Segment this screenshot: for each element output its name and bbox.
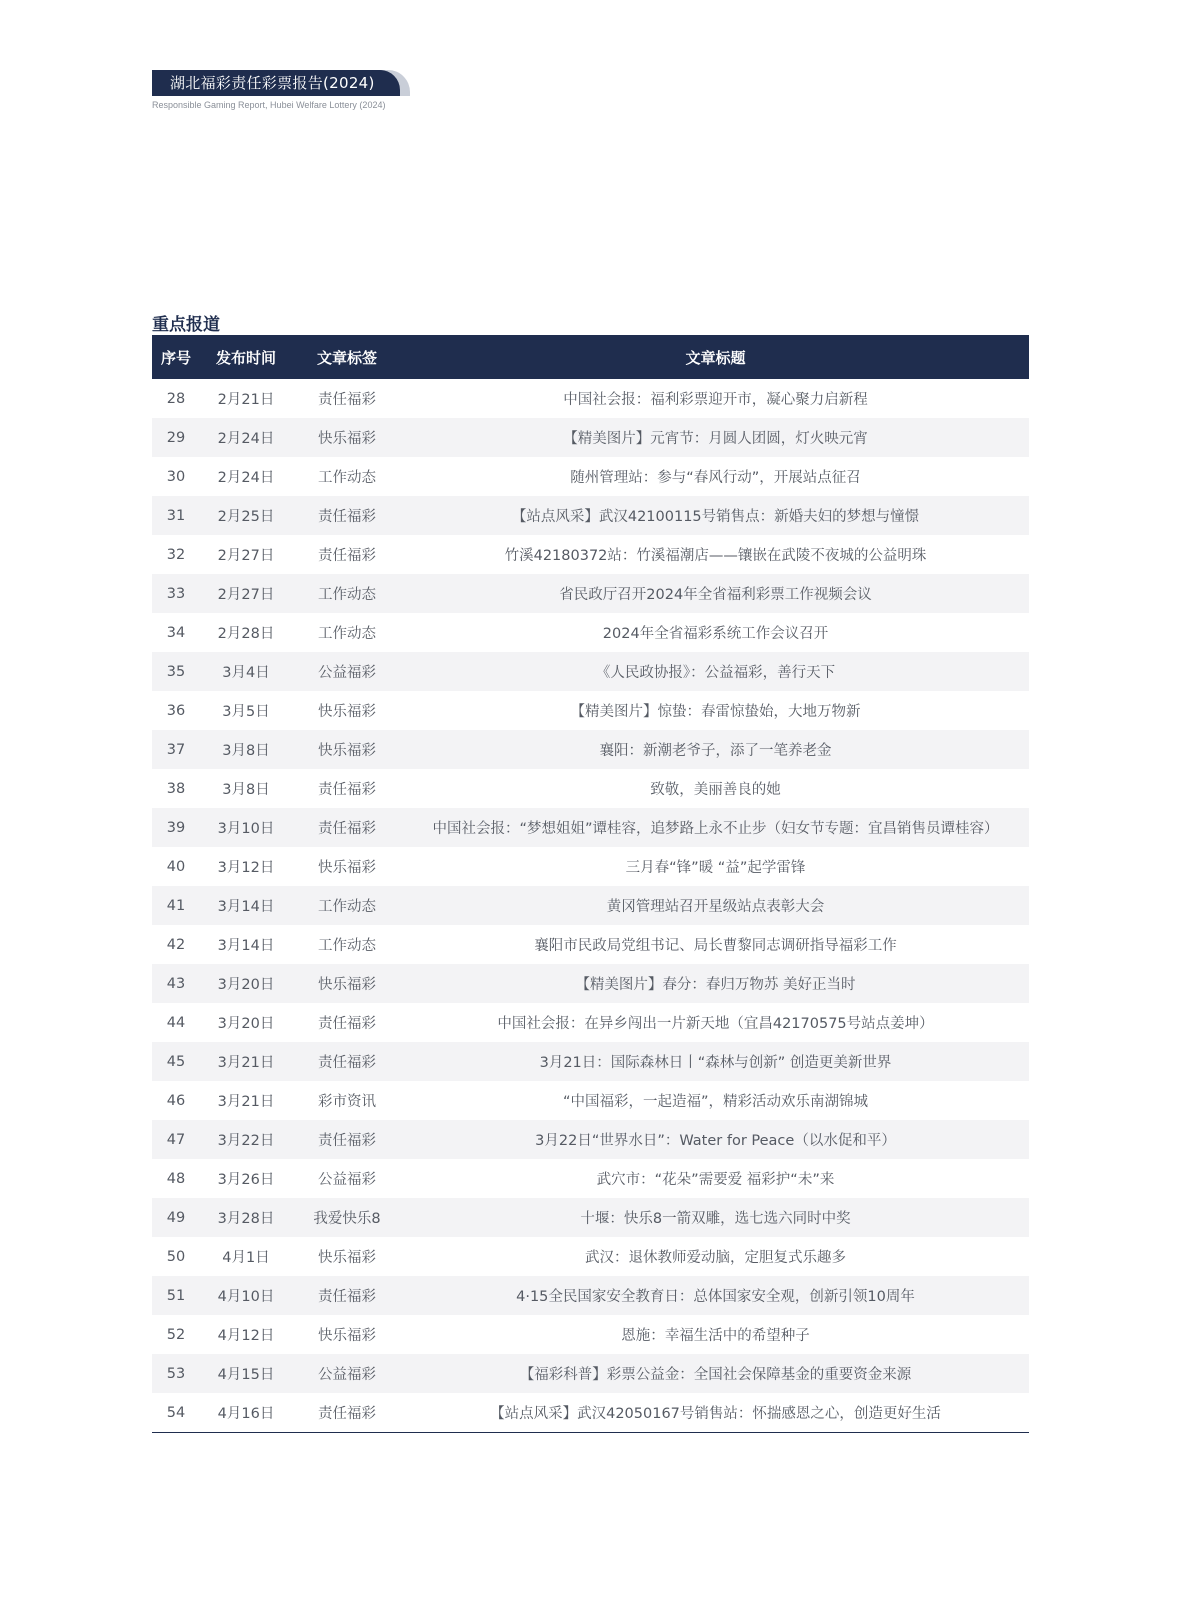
table-body: [152, 379, 1029, 1433]
table-row: [152, 1393, 1029, 1433]
cell-title: 中国社会报：福利彩票迎开市，凝心聚力启新程: [563, 392, 868, 408]
table-row: [152, 886, 1029, 925]
cell-title: 【精美图片】春分：春归万物苏 美好正当时: [575, 977, 856, 993]
cell-title: 【福彩科普】彩票公益金：全国社会保障基金的重要资金来源: [519, 1367, 912, 1383]
cell-number: 32: [166, 546, 186, 563]
cell-tag: 责任福彩: [318, 1289, 376, 1305]
cell-number: 33: [166, 585, 186, 602]
table-row: [152, 1159, 1029, 1198]
cell-date: 2月27日: [217, 587, 275, 603]
cell-date: 2月24日: [217, 470, 275, 486]
column-header-date: 发布时间: [215, 348, 276, 367]
cell-date: 3月21日: [217, 1055, 275, 1071]
cell-number: 42: [166, 936, 186, 953]
cell-tag: 责任福彩: [318, 1016, 376, 1032]
cell-tag: 快乐福彩: [318, 431, 376, 447]
cell-tag: 责任福彩: [318, 782, 376, 798]
cell-title: 十堰：快乐8一箭双雕，选七选六同时中奖: [580, 1211, 851, 1227]
cell-date: 2月24日: [217, 431, 275, 447]
cell-title: 3月22日“世界水日”：Water for Peace（以水促和平）: [535, 1133, 896, 1149]
table-row: [152, 613, 1029, 652]
cell-date: 3月5日: [222, 704, 270, 720]
cell-title: 中国社会报：在异乡闯出一片新天地（宜昌42170575号站点姜坤）: [497, 1016, 934, 1032]
section-title: 重点报道: [152, 315, 220, 335]
table-row: [152, 652, 1029, 691]
table-row: [152, 496, 1029, 535]
cell-date: 3月8日: [222, 782, 270, 798]
cell-date: 2月25日: [217, 509, 275, 525]
cell-date: 3月21日: [217, 1094, 275, 1110]
table-row: [152, 1042, 1029, 1081]
table-row: [152, 1276, 1029, 1315]
cell-date: 4月15日: [217, 1367, 275, 1383]
cell-date: 3月8日: [222, 743, 270, 759]
cell-title: 三月春“锋”暖 “益”起学雷锋: [625, 860, 806, 876]
cell-title: 2024年全省福彩系统工作会议召开: [602, 626, 829, 642]
cell-title: 随州管理站：参与“春风行动”，开展站点征召: [570, 470, 861, 486]
cell-date: 3月20日: [217, 977, 275, 993]
cell-date: 3月20日: [217, 1016, 275, 1032]
cell-tag: 责任福彩: [318, 1133, 376, 1149]
cell-title: 襄阳：新潮老爷子，添了一笔养老金: [599, 743, 832, 759]
column-header-number: 序号: [160, 348, 191, 367]
table-header-row: [152, 335, 1029, 379]
table-row: [152, 730, 1029, 769]
report-title: 湖北福彩责任彩票报告(2024): [170, 74, 375, 92]
cell-date: 3月14日: [217, 899, 275, 915]
cell-tag: 责任福彩: [318, 821, 376, 837]
cell-number: 34: [166, 624, 186, 641]
table-row: [152, 457, 1029, 496]
cell-tag: 快乐福彩: [318, 977, 376, 993]
table-row: [152, 1315, 1029, 1354]
table-row: [152, 1081, 1029, 1120]
cell-title: 《人民政协报》：公益福彩，善行天下: [595, 665, 836, 681]
table-row: [152, 1003, 1029, 1042]
table-row: [152, 925, 1029, 964]
cell-title: “中国福彩，一起造福”，精彩活动欢乐南湖锦城: [562, 1094, 869, 1110]
cell-number: 49: [166, 1209, 186, 1226]
cell-date: 4月1日: [222, 1250, 270, 1266]
table-row: [152, 1120, 1029, 1159]
report-subtitle: Responsible Gaming Report, Hubei Welfare Lottery (2024): [152, 100, 386, 110]
cell-tag: 快乐福彩: [318, 860, 376, 876]
cell-tag: 快乐福彩: [318, 704, 376, 720]
cell-tag: 工作动态: [318, 899, 376, 915]
cell-date: 3月22日: [217, 1133, 275, 1149]
cell-tag: 工作动态: [318, 626, 376, 642]
cell-number: 51: [166, 1287, 186, 1304]
cell-number: 31: [166, 507, 186, 524]
cell-title: 恩施：幸福生活中的希望种子: [621, 1328, 810, 1344]
table-row: [152, 808, 1029, 847]
articles-table: [152, 335, 1029, 1433]
cell-date: 3月28日: [217, 1211, 275, 1227]
cell-title: 【站点风采】武汉42100115号销售点：新婚夫妇的梦想与憧憬: [511, 509, 920, 525]
cell-tag: 彩市资讯: [318, 1094, 376, 1110]
cell-date: 3月26日: [217, 1172, 275, 1188]
cell-date: 3月12日: [217, 860, 275, 876]
cell-date: 4月12日: [217, 1328, 275, 1344]
cell-title: 【站点风采】武汉42050167号销售站：怀揣感恩之心，创造更好生活: [490, 1406, 941, 1422]
cell-number: 38: [166, 780, 186, 797]
column-header-tag: 文章标签: [316, 348, 377, 367]
cell-number: 46: [166, 1092, 186, 1109]
cell-tag: 工作动态: [318, 587, 376, 603]
cell-number: 54: [166, 1404, 186, 1421]
cell-number: 40: [166, 858, 186, 875]
cell-title: 4·15全民国家安全教育日：总体国家安全观，创新引领10周年: [516, 1289, 915, 1305]
cell-date: 4月10日: [217, 1289, 275, 1305]
table-row: [152, 1198, 1029, 1237]
cell-number: 39: [166, 819, 186, 836]
cell-number: 29: [166, 429, 186, 446]
cell-tag: 责任福彩: [318, 548, 376, 564]
cell-number: 41: [166, 897, 186, 914]
cell-date: 2月27日: [217, 548, 275, 564]
column-header-title: 文章标题: [685, 348, 746, 367]
cell-number: 48: [166, 1170, 186, 1187]
cell-tag: 公益福彩: [318, 1172, 376, 1188]
cell-date: 3月4日: [222, 665, 270, 681]
cell-title: 【精美图片】惊蛰：春雷惊蛰始，大地万物新: [570, 704, 861, 720]
cell-date: 4月16日: [217, 1406, 275, 1422]
table-row: [152, 535, 1029, 574]
cell-date: 3月10日: [217, 821, 275, 837]
cell-tag: 责任福彩: [318, 392, 376, 408]
cell-number: 43: [166, 975, 186, 992]
cell-number: 28: [166, 390, 186, 407]
cell-number: 30: [166, 468, 186, 485]
cell-number: 37: [166, 741, 186, 758]
cell-tag: 工作动态: [318, 470, 376, 486]
table-row: [152, 691, 1029, 730]
cell-number: 47: [166, 1131, 186, 1148]
cell-number: 44: [166, 1014, 186, 1031]
cell-number: 52: [166, 1326, 186, 1343]
cell-date: 2月28日: [217, 626, 275, 642]
cell-number: 35: [166, 663, 186, 680]
table-row: [152, 769, 1029, 808]
cell-tag: 我爱快乐8: [313, 1211, 381, 1227]
cell-number: 53: [166, 1365, 186, 1382]
cell-date: 2月21日: [217, 392, 275, 408]
table-row: [152, 574, 1029, 613]
table-row: [152, 418, 1029, 457]
cell-title: 致敬，美丽善良的她: [650, 782, 781, 798]
cell-title: 武穴市：“花朵”需要爱 福彩护“未”来: [596, 1172, 835, 1188]
table-row: [152, 964, 1029, 1003]
cell-tag: 公益福彩: [318, 665, 376, 681]
cell-title: 中国社会报：“梦想姐姐”谭桂容，追梦路上永不止步（妇女节专题：宜昌销售员谭桂容）: [432, 821, 999, 837]
cell-title: 竹溪42180372站：竹溪福潮店——镶嵌在武陵不夜城的公益明珠: [504, 548, 927, 564]
table-row: [152, 847, 1029, 886]
table-row: [152, 1237, 1029, 1276]
cell-tag: 快乐福彩: [318, 1328, 376, 1344]
cell-title: 武汉：退休教师爱动脑，定胆复式乐趣多: [585, 1250, 846, 1266]
table-row: [152, 1354, 1029, 1393]
cell-title: 【精美图片】元宵节：月圆人团圆，灯火映元宵: [563, 431, 868, 447]
cell-date: 3月14日: [217, 938, 275, 954]
cell-title: 黄冈管理站召开星级站点表彰大会: [606, 899, 825, 915]
cell-number: 36: [166, 702, 186, 719]
cell-number: 50: [166, 1248, 186, 1265]
cell-title: 省民政厅召开2024年全省福利彩票工作视频会议: [559, 587, 872, 603]
cell-tag: 快乐福彩: [318, 1250, 376, 1266]
cell-tag: 责任福彩: [318, 1406, 376, 1422]
cell-title: 襄阳市民政局党组书记、局长曹黎同志调研指导福彩工作: [534, 938, 897, 954]
cell-title: 3月21日：国际森林日丨“森林与创新” 创造更美新世界: [539, 1055, 892, 1071]
cell-number: 45: [166, 1053, 186, 1070]
cell-tag: 公益福彩: [318, 1367, 376, 1383]
cell-tag: 工作动态: [318, 938, 376, 954]
report-header-tab: [152, 70, 410, 96]
cell-tag: 责任福彩: [318, 509, 376, 525]
cell-tag: 快乐福彩: [318, 743, 376, 759]
cell-tag: 责任福彩: [318, 1055, 376, 1071]
table-row: [152, 379, 1029, 418]
